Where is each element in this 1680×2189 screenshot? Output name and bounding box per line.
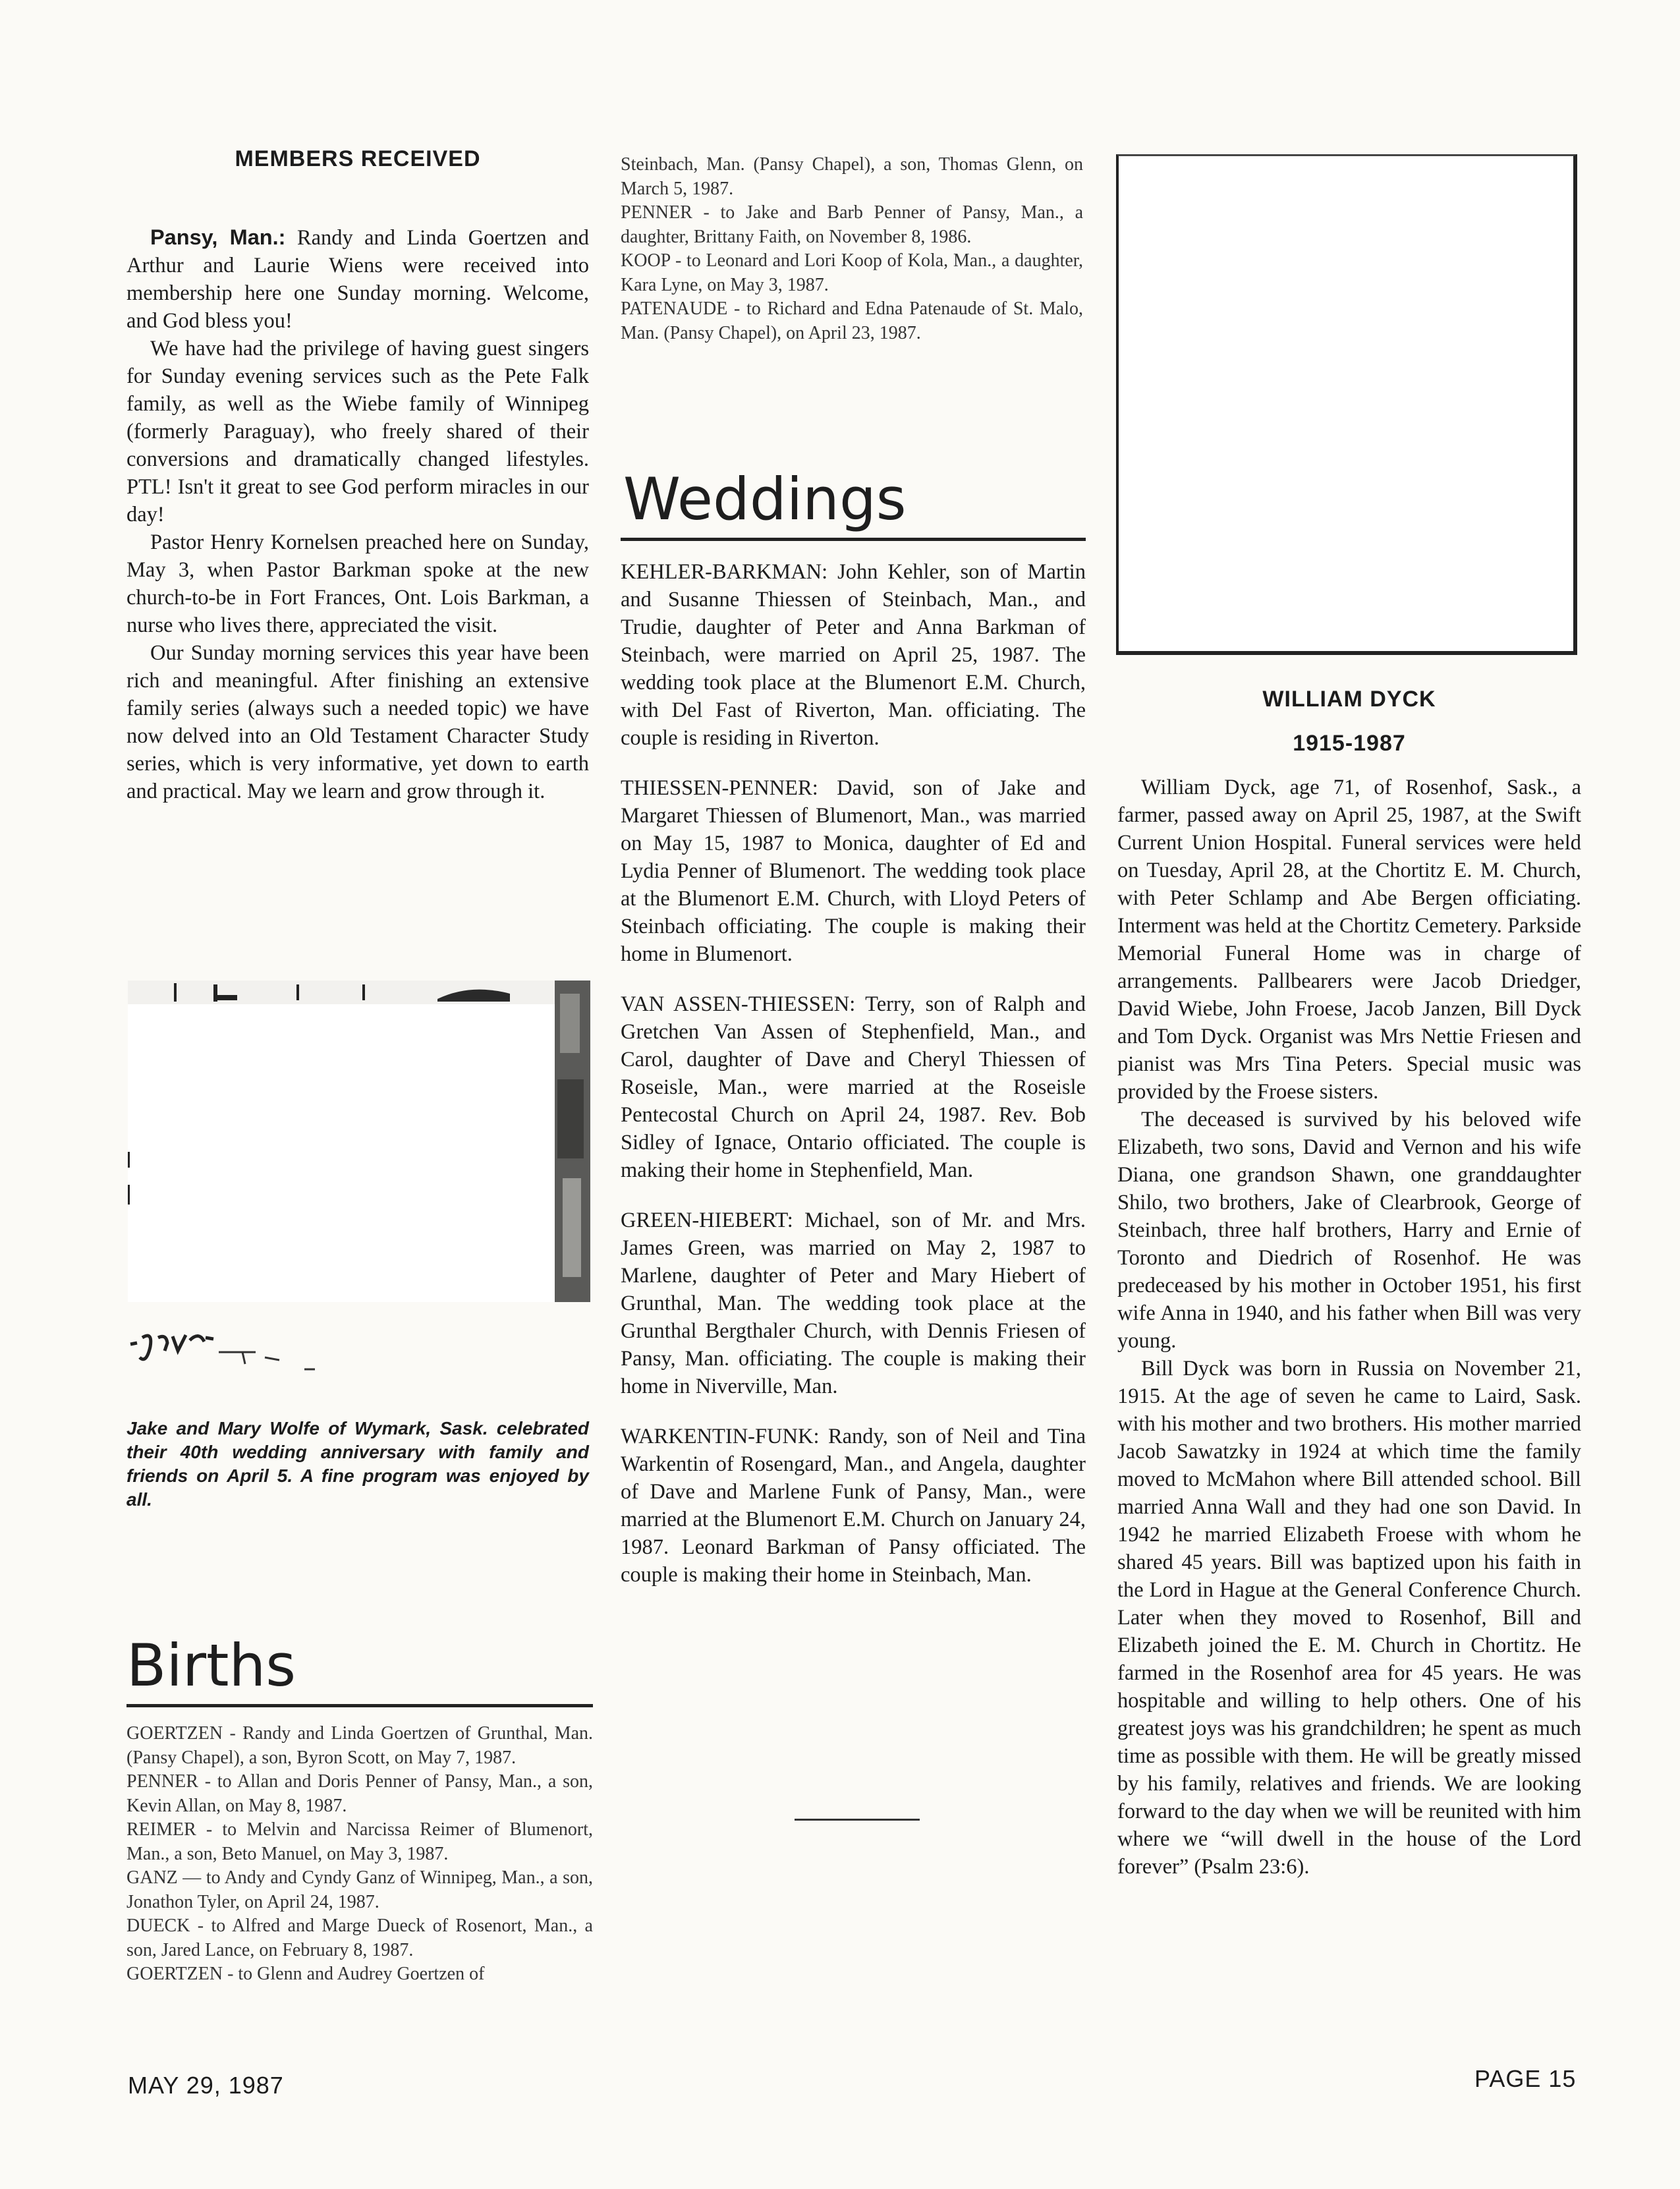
members-lead: Pansy, Man.:	[150, 225, 286, 249]
obituary-years: 1915-1987	[1293, 731, 1406, 756]
photo-remnant-graphic	[128, 981, 590, 1302]
photo-caption-block	[126, 1417, 589, 1512]
weddings-heading: Weddings	[623, 465, 907, 533]
members-paragraph-3: Pastor Henry Kornelsen preached here on Sunday, May 3, when Pastor Barkman spoke at the new church-to-be in Fort Frances, Ont. Lois Barkman, a nurse who lives there, appreciated the visit.	[126, 530, 589, 637]
birth-entry-continued: PENNER - to Jake and Barb Penner of Pansy, Man., a daughter, Brittany Faith, on November 8, 1986.	[621, 202, 1083, 247]
obituary-paragraph-2: The deceased is survived by his beloved wife Elizabeth, two sons, David and Vernon and his wife Diana, one grandson Shawn, one granddaughter Shilo, two brothers, Jake of Clearbrook, George of Steinbach, three half brothers, Harry and Ernie of Toronto and Diedrich of Rosenhof. He was predeceased by his mother in October 1951, his first wife Anna in 1940, and his father when Bill was very young.	[1117, 1108, 1581, 1353]
birth-entry: DUECK - to Alfred and Marge Dueck of Rosenort, Man., a son, Jared Lance, on February 8, 1987.	[126, 1916, 593, 1960]
birth-entry-continued: Steinbach, Man. (Pansy Chapel), a son, Thomas Glenn, on March 5, 1987.	[621, 154, 1083, 199]
photo-caption: Jake and Mary Wolfe of Wymark, Sask. celebrated their 40th wedding anniversary with family and friends on April 5. A fine program was enjoyed by all.	[126, 1418, 589, 1510]
anniversary-photo	[128, 981, 590, 1302]
weddings-section	[621, 465, 1086, 1589]
birth-entry: GOERTZEN - to Glenn and Audrey Goertzen of	[126, 1964, 485, 1984]
obituary-paragraph-1: William Dyck, age 71, of Rosenhof, Sask., a farmer, passed away on April 25, 1987, at the Swift Current Union Hospital. Funeral services were held on Tuesday, April 28, at the Chortitz E. M. Church, with Peter Schlamp and Abe Bergen officiating. Interment was held at the Chortitz Cemetery. Parkside Memorial Funeral Home was in charge of arrangements. Pallbearers were Jacob Driedger, David Wiebe, John Froese, Jacob Janzen, Bill Dyck and Tom Dyck. Organist was Mrs Nettie Friesen and pianist was Mrs Tina Peters. Special music was provided by the Froese sisters.	[1117, 776, 1581, 1104]
weddings-rule	[621, 538, 1086, 541]
members-paragraph-4: Our Sunday morning services this year have been rich and meaningful. After finishing an extensive family series (always such a needed topic) we have now delved into an Old Testament Character Study series, which is very informative, yet down to earth and practical. May we learn and grow through it.	[126, 641, 589, 803]
obituary-name: WILLIAM DYCK	[1262, 687, 1436, 712]
members-paragraph-1	[126, 223, 589, 335]
footer-date: MAY 29, 1987	[128, 2072, 284, 2099]
wedding-entry: VAN ASSEN-THIESSEN: Terry, son of Ralph and Gretchen Van Assen of Stephenfield, Man., and Carol, daughter of Dave and Cheryl Thiessen of Roseisle, Man., were married at the Roseisle Pentecostal Church on April 24, 1987. Rev. Bob Sidley of Ignace, Ontario officiated. The couple is making their home in Stephenfield, Man.	[621, 992, 1086, 1182]
birth-entry: REIMER - to Melvin and Narcissa Reimer of Blumenort, Man., a son, Beto Manuel, on May 3, 1987.	[126, 1819, 593, 1864]
birth-entry: GOERTZEN - Randy and Linda Goertzen of Grunthal, Man. (Pansy Chapel), a son, Byron Scott, on May 7, 1987.	[126, 1723, 593, 1768]
birth-entry-continued: KOOP - to Leonard and Lori Koop of Kola, Man., a daughter, Kara Lyne, on May 3, 1987.	[621, 250, 1083, 295]
birth-entry: PENNER - to Allan and Doris Penner of Pansy, Man., a son, Kevin Allan, on May 8, 1987.	[126, 1771, 593, 1816]
members-p1-text: Randy and Linda Goertzen and Arthur and Laurie Wiens were received into membership here one Sunday morning. Welcome, and God bless you!	[126, 226, 589, 333]
obituary-photo-frame	[1116, 154, 1577, 655]
wedding-entry: KEHLER-BARKMAN: John Kehler, son of Martin and Susanne Thiessen of Steinbach, Man., and Trudie, daughter of Peter and Anna Barkman of Steinbach, were married on April 25, 1987. The wedding took place at the Blumenort E.M. Church, with Del Fast of Riverton, Man. officiating. The couple is residing in Riverton.	[621, 560, 1086, 750]
column-middle	[621, 153, 1083, 345]
members-paragraph-2: We have had the privilege of having guest singers for Sunday evening services such as the Pete Falk family, as well as the Wiebe family of Winnipeg (formerly Paraguay), who freely shared of their conversions and dramatically changed lifestyles. PTL! Isn't it great to see God perform miracles in our day!	[126, 337, 589, 526]
column-right	[1117, 687, 1581, 1881]
obituary-paragraph-3: Bill Dyck was born in Russia on November 21, 1915. At the age of seven he came to Laird, Sask. with his mother and two brothers. His mother married Jacob Sawatzky in 1924 at which time the family moved to McMahon where Bill attended school. Bill married Anna Wall and they had one son David. In 1942 he married Elizabeth Froese with whom he shared 45 years. Bill was baptized upon his faith in the Lord in Hague at the General Conference Church. Later when they moved to Rosenhof, Bill and Elizabeth joined the E. M. Church in Chortitz. He farmed in the Rosenhof area for 45 years. He was hospitable and willing to help others. One of his greatest joys was his grandchildren; he spent as much time as possible with them. He will be greatly missed by his family, relatives and friends. We are looking forward to the day when we will be reunited with him where we “will dwell in the house of the Lord forever” (Psalm 23:6).	[1117, 1357, 1581, 1879]
birth-entry: GANZ — to Andy and Cyndy Ganz of Winnipeg, Man., a son, Jonathon Tyler, on April 24, 1987.	[126, 1867, 593, 1912]
footer-page-number: PAGE 15	[1474, 2065, 1577, 2092]
wedding-entry: WARKENTIN-FUNK: Randy, son of Neil and Tina Warkentin of Rosengard, Man., and Angela, daughter of Dave and Marlene Funk of Pansy, Man., were married at the Blumenort E.M. Church on January 24, 1987. Leonard Barkman of Pansy officiated. The couple is making their home in Steinbach, Man.	[621, 1425, 1086, 1587]
column-left	[126, 146, 589, 805]
births-heading: Births	[126, 1632, 296, 1699]
births-section	[126, 1634, 593, 1987]
members-received-heading: MEMBERS RECEIVED	[235, 146, 481, 171]
signature-scribble-graphic	[126, 1318, 337, 1377]
wedding-entry: THIESSEN-PENNER: David, son of Jake and Margaret Thiessen of Blumenort, Man., was married on May 15, 1987 to Monica, daughter of Ed and Lydia Penner of Blumenort. The wedding took place at the Blumenort E.M. Church, with Lloyd Peters of Steinbach officiating. The couple is making their home in Blumenort.	[621, 776, 1086, 966]
section-end-rule	[795, 1819, 920, 1821]
birth-entry-continued: PATENAUDE - to Richard and Edna Patenaude of St. Malo, Man. (Pansy Chapel), on April 23, 1987.	[621, 298, 1083, 343]
wedding-entry: GREEN-HIEBERT: Michael, son of Mr. and Mrs. James Green, was married on May 2, 1987 to Marlene, daughter of Peter and Mary Hiebert of Grunthal, Man. The wedding took place at the Grunthal Bergthaler Church, with Dennis Friesen of Pansy, Man. officiating. The couple is making their home in Niverville, Man.	[621, 1208, 1086, 1398]
births-rule	[126, 1704, 593, 1707]
